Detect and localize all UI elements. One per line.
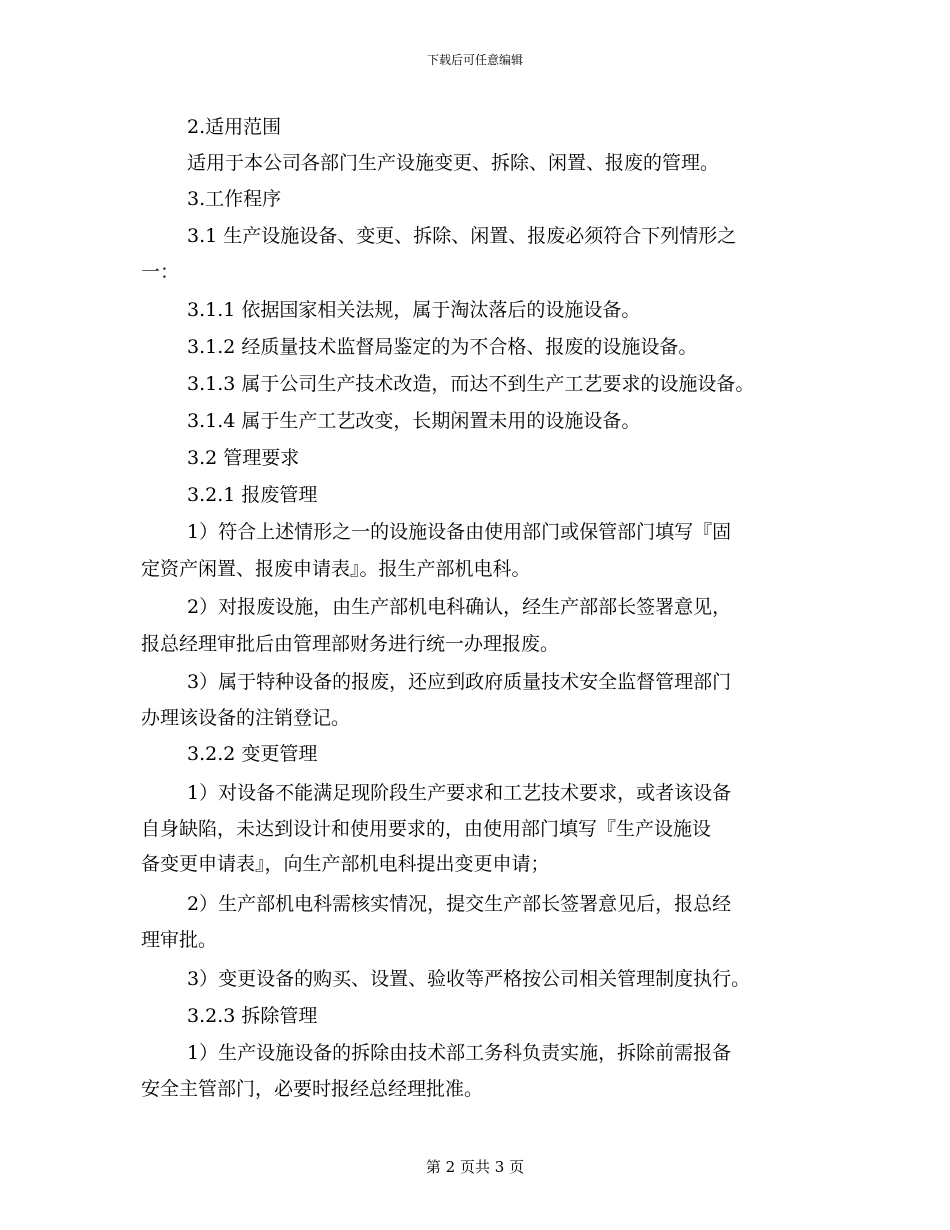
list-item-line: 3.1.1 依据国家相关法规，属于淘汰落后的设施设备。 [187, 299, 641, 321]
paragraph-line: 备变更申请表』，向生产部机电科提出变更申请； [141, 853, 550, 875]
paragraph-line: 理审批。 [141, 929, 218, 951]
section-heading-requirements: 3.2 管理要求 [187, 447, 300, 469]
paragraph-line: 安全主管部门，必要时报经总经理批准。 [141, 1078, 484, 1100]
paragraph-line: 3.1 生产设施设备、变更、拆除、闲置、报废必须符合下列情形之 [187, 225, 737, 247]
list-item-line: 3.1.3 属于公司生产技术改造，而达不到生产工艺要求的设施设备。 [187, 373, 755, 395]
page-footer: 第 2 页共 3 页 [425, 1158, 525, 1176]
paragraph-line: 定资产闲置、报废申请表』。报生产部机电科。 [141, 558, 531, 580]
section-heading-procedure: 3.工作程序 [187, 188, 282, 210]
paragraph-line: 1）生产设施设备的拆除由技术部工务科负责实施，拆除前需报备 [187, 1042, 732, 1064]
paragraph-line: 2）生产部机电科需核实情况，提交生产部长签署意见后，报总经 [187, 893, 732, 915]
list-item-line: 3.1.4 属于生产工艺改变，长期闲置未用的设施设备。 [187, 410, 641, 432]
paragraph-line: 报总经理审批后由管理部财务进行统一办理报废。 [141, 633, 560, 655]
paragraph-line: 3）变更设备的购买、设置、验收等严格按公司相关管理制度执行。 [187, 968, 751, 990]
paragraph-line: 适用于本公司各部门生产设施变更、拆除、闲置、报废的管理。 [187, 152, 720, 174]
paragraph-line: 一： [141, 261, 180, 283]
subsection-heading-change: 3.2.2 变更管理 [187, 743, 318, 765]
list-item-line: 3.1.2 经质量技术监督局鉴定的为不合格、报废的设施设备。 [187, 336, 698, 358]
subsection-heading-scrap: 3.2.1 报废管理 [187, 484, 318, 506]
section-heading-scope: 2.适用范围 [187, 116, 282, 138]
subsection-heading-removal: 3.2.3 拆除管理 [187, 1005, 318, 1027]
paragraph-line: 办理该设备的注销登记。 [141, 707, 351, 729]
paragraph-line: 2）对报废设施，由生产部机电科确认，经生产部部长签署意见， [187, 596, 732, 618]
paragraph-line: 自身缺陷，未达到设计和使用要求的，由使用部门填写『生产设施设 [141, 818, 712, 840]
page-header: 下载后可任意编辑 [426, 53, 523, 67]
paragraph-line: 1）对设备不能满足现阶段生产要求和工艺技术要求，或者该设备 [187, 782, 732, 804]
paragraph-line: 1）符合上述情形之一的设施设备由使用部门或保管部门填写『固 [187, 521, 732, 543]
paragraph-line: 3）属于特种设备的报废，还应到政府质量技术安全监督管理部门 [187, 671, 732, 693]
